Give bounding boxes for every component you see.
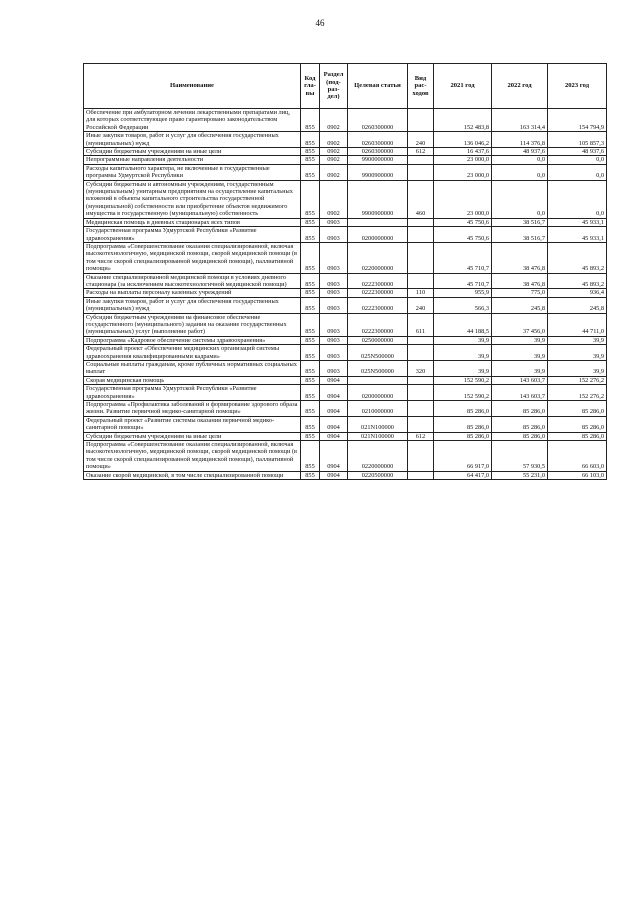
cell-vid [408, 242, 434, 273]
cell-y2021: 16 437,6 [434, 148, 492, 156]
cell-celevaya: 025N500000 [348, 345, 408, 361]
cell-celevaya: 9900900000 [348, 180, 408, 218]
cell-razdel: 0902 [320, 156, 348, 164]
cell-name: Субсидии бюджетным учреждениям на иные цели [84, 432, 301, 440]
budget-table [83, 63, 607, 480]
cell-kod: 855 [301, 156, 320, 164]
cell-y2021: 566,3 [434, 297, 492, 313]
cell-y2023: 0,0 [548, 164, 607, 180]
cell-y2021: 23 000,0 [434, 180, 492, 218]
cell-kod: 855 [301, 441, 320, 472]
header-name: Наименование [84, 64, 301, 109]
cell-name: Расходы на выплаты персоналу казенных учреждений [84, 289, 301, 297]
cell-kod: 855 [301, 345, 320, 361]
table-row [84, 376, 607, 384]
cell-celevaya: 021N100000 [348, 432, 408, 440]
cell-celevaya [348, 376, 408, 384]
cell-name: Субсидии бюджетным и автономным учреждениям, государственным (муниципальным) унитарным предприятиям на осуществление капитальных вложений в объекты капитального строительства государственной (муниципальной) собственности или приобретение объектов недвижимого имущества в государственную (муниципальную) собственность [84, 180, 301, 218]
cell-y2023: 0,0 [548, 180, 607, 218]
cell-razdel: 0904 [320, 401, 348, 417]
table-row [84, 164, 607, 180]
cell-y2023: 39,9 [548, 361, 607, 377]
cell-kod: 855 [301, 336, 320, 344]
cell-vid [408, 345, 434, 361]
cell-vid [408, 218, 434, 226]
cell-razdel: 0903 [320, 313, 348, 336]
cell-y2022: 775,0 [492, 289, 548, 297]
cell-vid [408, 385, 434, 401]
cell-kod: 855 [301, 109, 320, 132]
cell-vid [408, 376, 434, 384]
table-row [84, 441, 607, 472]
table-row [84, 148, 607, 156]
cell-vid [408, 273, 434, 289]
cell-y2022: 0,0 [492, 164, 548, 180]
cell-y2021: 66 917,0 [434, 441, 492, 472]
cell-y2021: 136 046,2 [434, 132, 492, 148]
cell-celevaya: 0210000000 [348, 401, 408, 417]
table-row [84, 132, 607, 148]
cell-celevaya: 0200000000 [348, 227, 408, 243]
table-row [84, 361, 607, 377]
cell-y2022: 38 516,7 [492, 218, 548, 226]
cell-vid [408, 156, 434, 164]
cell-y2022: 0,0 [492, 180, 548, 218]
table-header-row [84, 64, 607, 109]
cell-name: Оказание специализированной медицинской помощи в условиях дневного стационара (за исключением высокотехнологичной медицинской помощи) [84, 273, 301, 289]
cell-y2021: 152 483,8 [434, 109, 492, 132]
cell-razdel: 0904 [320, 385, 348, 401]
cell-y2021: 152 590,2 [434, 385, 492, 401]
cell-y2021: 85 286,0 [434, 416, 492, 432]
cell-y2022: 85 286,0 [492, 401, 548, 417]
header-celevaya: Целевая статьи [348, 64, 408, 109]
cell-celevaya: 0222300000 [348, 273, 408, 289]
cell-y2021: 39,9 [434, 336, 492, 344]
cell-razdel: 0902 [320, 164, 348, 180]
cell-y2023: 0,0 [548, 156, 607, 164]
cell-vid: 611 [408, 313, 434, 336]
cell-y2023: 105 857,3 [548, 132, 607, 148]
cell-vid [408, 109, 434, 132]
cell-name: Субсидии бюджетным учреждениям на финансовое обеспечение государственного (муниципального) задания на оказание государственных (муниципальных) услуг (выполнение работ) [84, 313, 301, 336]
cell-y2023: 152 276,2 [548, 385, 607, 401]
cell-y2023: 85 286,0 [548, 401, 607, 417]
cell-kod: 855 [301, 313, 320, 336]
cell-kod: 855 [301, 180, 320, 218]
table-row [84, 242, 607, 273]
table-row [84, 180, 607, 218]
cell-y2023: 152 276,2 [548, 376, 607, 384]
cell-name: Федеральный проект «Обеспечение медицинских организаций системы здравоохранения квалифицированными кадрами» [84, 345, 301, 361]
cell-vid [408, 336, 434, 344]
cell-razdel: 0904 [320, 432, 348, 440]
cell-razdel: 0904 [320, 441, 348, 472]
cell-y2022: 57 930,5 [492, 441, 548, 472]
cell-name: Расходы капитального характера, не включенные в государственные программы Удмуртской Республики [84, 164, 301, 180]
cell-y2022: 39,9 [492, 361, 548, 377]
cell-kod: 855 [301, 218, 320, 226]
cell-kod: 855 [301, 289, 320, 297]
cell-kod: 855 [301, 401, 320, 417]
cell-razdel: 0904 [320, 376, 348, 384]
cell-y2023: 39,9 [548, 345, 607, 361]
cell-celevaya: 0260300000 [348, 148, 408, 156]
cell-y2021: 45 710,7 [434, 242, 492, 273]
cell-celevaya: 0222300000 [348, 297, 408, 313]
cell-celevaya: 0222300000 [348, 289, 408, 297]
cell-razdel: 0903 [320, 345, 348, 361]
table-row [84, 432, 607, 440]
cell-name: Социальные выплаты гражданам, кроме публичных нормативных социальных выплат [84, 361, 301, 377]
cell-y2022: 37 456,0 [492, 313, 548, 336]
table-row [84, 109, 607, 132]
cell-name: Подпрограмма «Совершенствование оказания специализированной, включая высокотехнологичную, медицинской помощи, скорой медицинской помощи (в том числе скорой специализированной медицинской помощи), паллиативной помощи» [84, 441, 301, 472]
header-2021: 2021 год [434, 64, 492, 109]
cell-razdel: 0904 [320, 471, 348, 479]
cell-name: Федеральный проект «Развитие системы оказания первичной медико-санитарной помощи» [84, 416, 301, 432]
cell-kod: 855 [301, 164, 320, 180]
cell-y2023: 85 286,0 [548, 416, 607, 432]
cell-name: Скорая медицинская помощь [84, 376, 301, 384]
cell-razdel: 0903 [320, 336, 348, 344]
cell-name: Непрограммные направления деятельности [84, 156, 301, 164]
table-row [84, 227, 607, 243]
cell-vid: 612 [408, 432, 434, 440]
cell-y2022: 38 476,8 [492, 242, 548, 273]
cell-vid [408, 441, 434, 472]
cell-kod: 855 [301, 132, 320, 148]
cell-vid: 240 [408, 297, 434, 313]
cell-y2022: 0,0 [492, 156, 548, 164]
cell-y2023: 66 103,0 [548, 471, 607, 479]
cell-y2023: 48 937,6 [548, 148, 607, 156]
cell-vid [408, 401, 434, 417]
cell-celevaya: 025N500000 [348, 361, 408, 377]
cell-celevaya: 0220500000 [348, 471, 408, 479]
cell-celevaya: 0250000000 [348, 336, 408, 344]
table-row [84, 416, 607, 432]
cell-y2023: 154 794,9 [548, 109, 607, 132]
cell-y2021: 955,9 [434, 289, 492, 297]
cell-vid: 320 [408, 361, 434, 377]
cell-vid [408, 471, 434, 479]
cell-razdel: 0903 [320, 227, 348, 243]
cell-y2021: 23 000,0 [434, 164, 492, 180]
table-row [84, 273, 607, 289]
cell-y2022: 48 937,6 [492, 148, 548, 156]
cell-y2023: 85 286,0 [548, 432, 607, 440]
cell-y2022: 245,8 [492, 297, 548, 313]
cell-y2023: 936,4 [548, 289, 607, 297]
cell-y2021: 45 710,7 [434, 273, 492, 289]
cell-celevaya: 9900900000 [348, 164, 408, 180]
cell-name: Субсидии бюджетным учреждениям на иные цели [84, 148, 301, 156]
cell-name: Подпрограмма «Профилактика заболеваний и формирование здорового образа жизни. Развитие первичной медико-санитарной помощи» [84, 401, 301, 417]
cell-celevaya: 0200000000 [348, 385, 408, 401]
cell-y2023: 44 711,0 [548, 313, 607, 336]
cell-celevaya [348, 218, 408, 226]
cell-razdel: 0903 [320, 297, 348, 313]
table-row [84, 297, 607, 313]
cell-y2022: 114 376,8 [492, 132, 548, 148]
table-row [84, 313, 607, 336]
table-row [84, 336, 607, 344]
cell-y2023: 39,9 [548, 336, 607, 344]
cell-kod: 855 [301, 297, 320, 313]
cell-y2022: 85 286,0 [492, 416, 548, 432]
cell-y2023: 45 893,2 [548, 273, 607, 289]
cell-kod: 855 [301, 273, 320, 289]
cell-y2023: 45 893,2 [548, 242, 607, 273]
table-row [84, 289, 607, 297]
cell-name: Государственная программа Удмуртской Республики «Развитие здравоохранения» [84, 227, 301, 243]
table-row [84, 156, 607, 164]
cell-razdel: 0903 [320, 218, 348, 226]
cell-name: Оказание скорой медицинской, в том числе специализированной помощи [84, 471, 301, 479]
cell-y2023: 66 603,0 [548, 441, 607, 472]
cell-name: Подпрограмма «Кадровое обеспечение системы здравоохранения» [84, 336, 301, 344]
header-2022: 2022 год [492, 64, 548, 109]
header-kod: Код гла- вы [301, 64, 320, 109]
cell-y2021: 39,9 [434, 361, 492, 377]
cell-name: Обеспечение при амбулаторном лечении лекарственными препаратами лиц, для которых соответствующее право гарантировано законодательством Российской Федерации [84, 109, 301, 132]
cell-vid: 460 [408, 180, 434, 218]
cell-razdel: 0902 [320, 148, 348, 156]
cell-celevaya: 021N100000 [348, 416, 408, 432]
table-row [84, 218, 607, 226]
cell-name: Иные закупки товаров, работ и услуг для обеспечения государственных (муниципальных) нужд [84, 297, 301, 313]
cell-y2023: 45 933,1 [548, 218, 607, 226]
cell-y2021: 152 590,2 [434, 376, 492, 384]
cell-kod: 855 [301, 385, 320, 401]
table-row [84, 345, 607, 361]
cell-kod: 855 [301, 242, 320, 273]
cell-vid [408, 227, 434, 243]
cell-y2021: 45 750,6 [434, 218, 492, 226]
cell-celevaya: 9900000000 [348, 156, 408, 164]
cell-razdel: 0902 [320, 109, 348, 132]
cell-razdel: 0902 [320, 132, 348, 148]
cell-razdel: 0903 [320, 273, 348, 289]
cell-y2021: 44 188,5 [434, 313, 492, 336]
cell-kod: 855 [301, 148, 320, 156]
cell-kod: 855 [301, 471, 320, 479]
cell-celevaya: 0222300000 [348, 313, 408, 336]
cell-vid: 110 [408, 289, 434, 297]
cell-y2021: 39,9 [434, 345, 492, 361]
cell-kod: 855 [301, 416, 320, 432]
cell-vid: 240 [408, 132, 434, 148]
cell-kod: 855 [301, 432, 320, 440]
cell-vid: 612 [408, 148, 434, 156]
cell-y2022: 163 314,4 [492, 109, 548, 132]
cell-y2022: 38 516,7 [492, 227, 548, 243]
table-row [84, 385, 607, 401]
header-2023: 2023 год [548, 64, 607, 109]
cell-y2022: 39,9 [492, 345, 548, 361]
cell-celevaya: 0220000000 [348, 242, 408, 273]
cell-name: Государственная программа Удмуртской Республики «Развитие здравоохранения» [84, 385, 301, 401]
cell-y2021: 23 000,0 [434, 156, 492, 164]
cell-y2022: 39,9 [492, 336, 548, 344]
cell-y2021: 64 417,0 [434, 471, 492, 479]
cell-kod: 855 [301, 361, 320, 377]
cell-y2021: 85 286,0 [434, 432, 492, 440]
cell-celevaya: 0220000000 [348, 441, 408, 472]
cell-y2022: 85 286,0 [492, 432, 548, 440]
cell-kod: 855 [301, 227, 320, 243]
cell-y2021: 85 286,0 [434, 401, 492, 417]
cell-name: Иные закупки товаров, работ и услуг для обеспечения государственных (муниципальных) нужд [84, 132, 301, 148]
cell-name: Подпрограмма «Совершенствование оказания специализированной, включая высокотехнологичную, медицинской помощи, скорой медицинской помощи (в том числе скорой специализированной медицинской помощи), паллиативной помощи» [84, 242, 301, 273]
cell-razdel: 0903 [320, 361, 348, 377]
cell-vid [408, 164, 434, 180]
cell-y2022: 143 603,7 [492, 376, 548, 384]
header-razdel: Раздел (под- раз- дел) [320, 64, 348, 109]
cell-y2022: 55 231,0 [492, 471, 548, 479]
cell-name: Медицинская помощь в дневных стационарах всех типов [84, 218, 301, 226]
table-row [84, 471, 607, 479]
page-number: 46 [315, 18, 325, 28]
cell-razdel: 0903 [320, 242, 348, 273]
cell-y2023: 245,8 [548, 297, 607, 313]
cell-y2022: 38 476,8 [492, 273, 548, 289]
cell-vid [408, 416, 434, 432]
cell-kod: 855 [301, 376, 320, 384]
cell-razdel: 0903 [320, 289, 348, 297]
cell-razdel: 0904 [320, 416, 348, 432]
cell-y2021: 45 750,6 [434, 227, 492, 243]
cell-y2023: 45 933,1 [548, 227, 607, 243]
cell-y2022: 143 603,7 [492, 385, 548, 401]
header-vid: Вид рас- ходов [408, 64, 434, 109]
cell-celevaya: 0260300000 [348, 109, 408, 132]
table-row [84, 401, 607, 417]
cell-razdel: 0902 [320, 180, 348, 218]
cell-celevaya: 0260300000 [348, 132, 408, 148]
table-body [84, 109, 607, 480]
